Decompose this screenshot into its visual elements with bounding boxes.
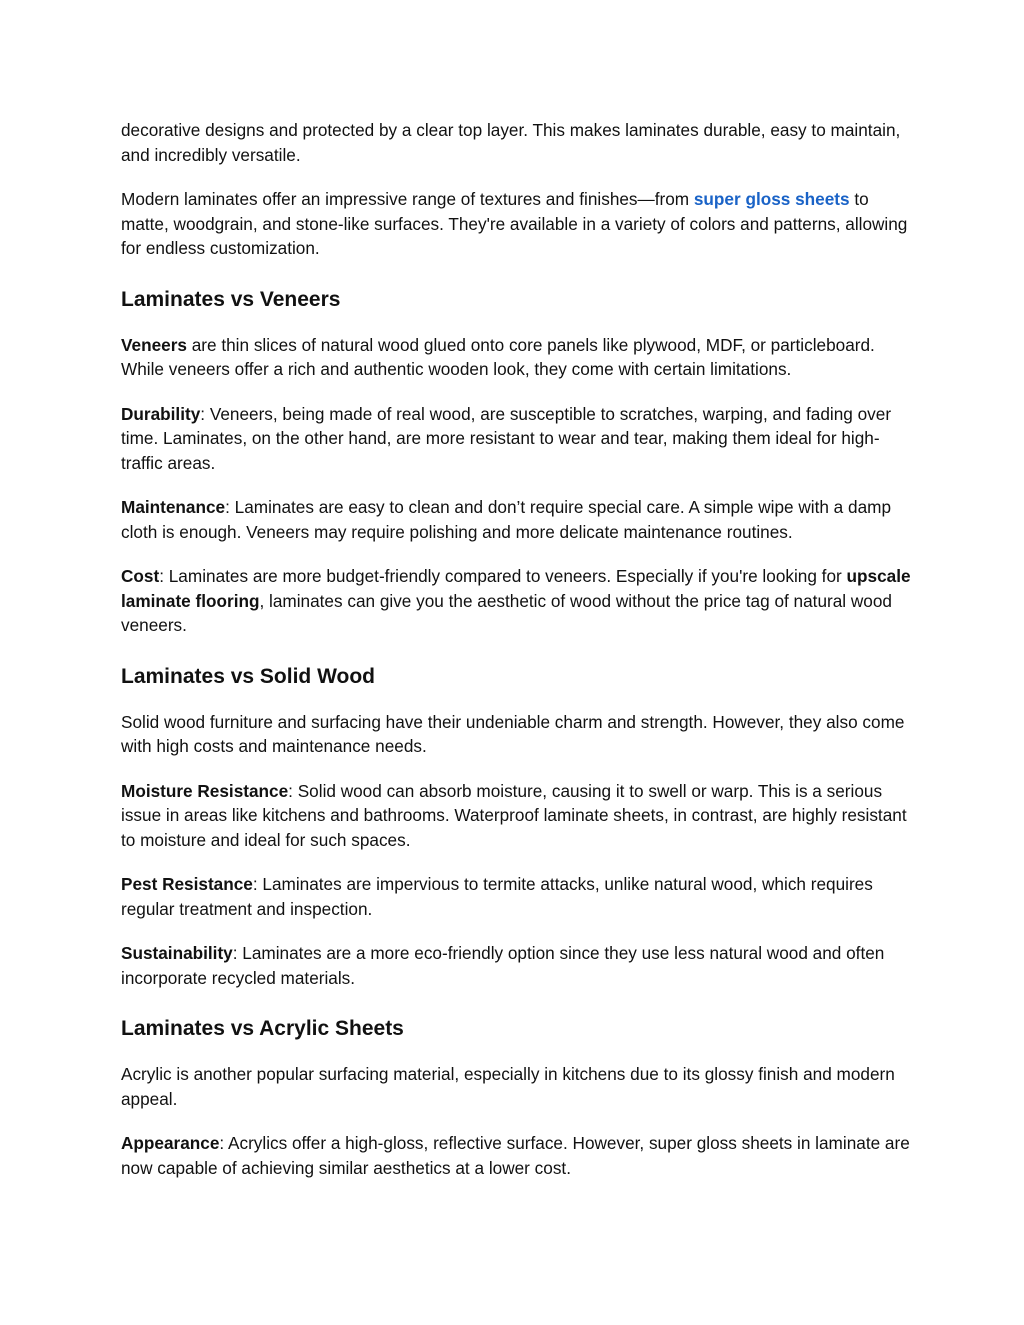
solid-wood-intro-paragraph: Solid wood furniture and surfacing have their undeniable charm and strength. However, they also come with high costs and maintenance needs. bbox=[121, 711, 905, 756]
cost-text-2: , laminates can give you the aesthetic of wood without the price tag of natural wood veneers. bbox=[121, 590, 892, 635]
durability-paragraph bbox=[121, 402, 911, 476]
intro-p2-text-before: Modern laminates offer an impressive range of textures and finishes—from bbox=[121, 189, 694, 209]
maintenance-text: : Laminates are easy to clean and don’t require special care. A simple wipe with a damp cloth is enough. Veneers may require polishing and more delicate maintenance routines. bbox=[121, 497, 892, 542]
intro-paragraph-2 bbox=[121, 187, 911, 261]
intro-p2-text-after: to matte, woodgrain, and stone-like surfaces. They're available in a variety of colors and patterns, allowing for endless customization. bbox=[121, 189, 908, 258]
document-page bbox=[121, 118, 911, 1180]
moisture-resistance-paragraph bbox=[121, 779, 911, 853]
cost-paragraph bbox=[121, 564, 911, 638]
pest-resistance-text: : Laminates are impervious to termite attacks, unlike natural wood, which requires regular treatment and inspection. bbox=[121, 874, 873, 919]
pest-resistance-term: Pest Resistance bbox=[121, 874, 253, 894]
veneers-intro-text: are thin slices of natural wood glued onto core panels like plywood, MDF, or particleboard. While veneers offer a rich and authentic wooden look, they come with certain limitations. bbox=[121, 334, 875, 379]
acrylic-intro-paragraph: Acrylic is another popular surfacing material, especially in kitchens due to its glossy finish and modern appeal. bbox=[121, 1064, 895, 1109]
sustainability-paragraph bbox=[121, 941, 911, 990]
maintenance-term: Maintenance bbox=[121, 497, 226, 517]
sustainability-text: : Laminates are a more eco-friendly option since they use less natural wood and often incorporate recycled materials. bbox=[121, 943, 885, 988]
heading-laminates-vs-acrylic-sheets: Laminates vs Acrylic Sheets bbox=[121, 1017, 404, 1040]
sustainability-term: Sustainability bbox=[121, 943, 233, 963]
heading-laminates-vs-solid-wood: Laminates vs Solid Wood bbox=[121, 664, 375, 688]
super-gloss-sheets-link[interactable]: super gloss sheets bbox=[693, 189, 850, 209]
intro-paragraph-1: decorative designs and protected by a clear top layer. This makes laminates durable, easy to maintain, and incredibly versatile. bbox=[121, 120, 901, 165]
veneers-term: Veneers bbox=[121, 334, 187, 355]
durability-term: Durability bbox=[121, 403, 201, 424]
moisture-resistance-text: : Solid wood can absorb moisture, causing it to swell or warp. This is a serious issue in areas like kitchens and bathrooms. Waterproof laminate sheets, in contrast, are highly resistant to moisture and ideal for such spaces. bbox=[121, 780, 907, 850]
appearance-paragraph bbox=[121, 1131, 911, 1180]
cost-text-1: : Laminates are more budget-friendly compared to veneers. Especially if you're looking for bbox=[159, 566, 847, 586]
appearance-term: Appearance bbox=[121, 1133, 220, 1153]
durability-text: : Veneers, being made of real wood, are susceptible to scratches, warping, and fading over time. Laminates, on the other hand, are more resistant to wear and tear, making them ideal for high-traffic areas. bbox=[121, 403, 892, 473]
appearance-text: : Acrylics offer a high-gloss, reflective surface. However, super gloss sheets in laminate are now capable of achieving similar aesthetics at a lower cost. bbox=[121, 1133, 910, 1178]
moisture-resistance-term: Moisture Resistance bbox=[121, 780, 289, 801]
heading-laminates-vs-veneers: Laminates vs Veneers bbox=[121, 287, 341, 311]
cost-term: Cost bbox=[121, 566, 160, 586]
pest-resistance-paragraph bbox=[121, 872, 911, 921]
upscale-laminate-flooring-term: upscale laminate flooring bbox=[121, 566, 911, 611]
veneers-intro-paragraph bbox=[121, 333, 911, 382]
maintenance-paragraph bbox=[121, 495, 911, 544]
